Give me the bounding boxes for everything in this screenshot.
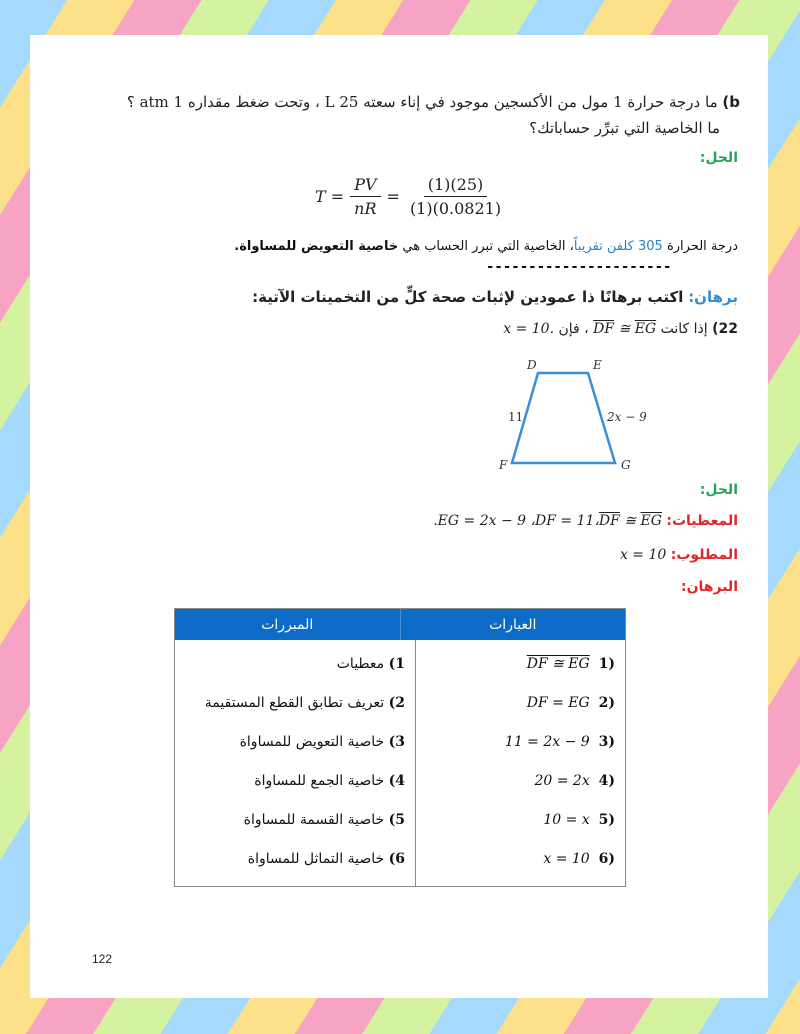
reasons-column bbox=[175, 640, 416, 886]
segment-df: $\overline{DF}$ bbox=[598, 513, 620, 529]
givens-line bbox=[433, 513, 738, 529]
segment-df: $\overline{DF}$ bbox=[593, 321, 615, 337]
reason-row bbox=[244, 812, 405, 828]
reason-row bbox=[254, 773, 405, 789]
answer-property: خاصية التعويض للمساواة. bbox=[234, 239, 399, 254]
statement-row bbox=[534, 773, 615, 789]
row-number: (2 bbox=[598, 695, 615, 711]
row-number: 5) bbox=[388, 812, 405, 828]
statement-row bbox=[527, 656, 615, 672]
proof-instruction-line bbox=[252, 288, 738, 306]
reason-text: تعريف تطابق القطع المستقيمة bbox=[204, 695, 385, 711]
statement-text: DF = EG bbox=[526, 695, 590, 711]
problem-number: 22) bbox=[712, 321, 738, 337]
row-number: (4 bbox=[598, 773, 615, 789]
statement-row bbox=[505, 734, 615, 750]
solution2-label: الحل: bbox=[699, 482, 738, 498]
trapezoid-figure bbox=[490, 355, 650, 480]
row-number: 1) bbox=[388, 656, 405, 672]
proof-instruction: اكتب برهانًا ذا عمودين لإثبات صحة كلٍّ من التخمينات الآتية: bbox=[252, 288, 684, 306]
row-number: (6 bbox=[598, 851, 615, 867]
row-number: (1 bbox=[598, 656, 615, 672]
statement-text: x = 10 bbox=[543, 851, 590, 867]
fraction-denominator: (1)(0.0821) bbox=[409, 199, 502, 218]
vertex-f: F bbox=[499, 458, 508, 472]
page-panel bbox=[30, 35, 768, 998]
row-number: 4) bbox=[388, 773, 405, 789]
row-number: 3) bbox=[388, 734, 405, 750]
side-right-label: 2x − 9 bbox=[607, 410, 647, 424]
required-line bbox=[620, 547, 738, 563]
question-b-text: ما درجة حرارة 1 مول من الأكسجين موجود في إناء سعته 25 L ، وتحت ضغط مقداره 1 atm ؟ bbox=[126, 93, 718, 111]
row-number: 6) bbox=[388, 851, 405, 867]
givens-congruence bbox=[599, 513, 662, 529]
trapezoid-shape bbox=[512, 373, 615, 463]
fraction-pv-nr bbox=[350, 175, 380, 218]
dashed-separator: ---------------------- bbox=[486, 259, 672, 275]
proof-table bbox=[174, 608, 626, 887]
reason-row bbox=[248, 851, 405, 867]
reason-text: خاصية التعويض للمساواة bbox=[239, 734, 385, 750]
vertex-g: G bbox=[621, 458, 631, 472]
statement-row bbox=[527, 695, 615, 711]
segment-eg: $\overline{EG}$ bbox=[640, 513, 662, 529]
givens-rest: ،EG = 2x − 9 ،DF = 11. bbox=[433, 513, 599, 529]
answer-line bbox=[234, 239, 738, 254]
segment-eg: $\overline{EG}$ bbox=[634, 321, 657, 337]
problem-conclusion: x = 10. bbox=[503, 321, 555, 337]
table-header bbox=[175, 609, 625, 640]
statement-text: 10 = x bbox=[543, 812, 590, 828]
fraction-numerator: PV bbox=[350, 175, 380, 197]
fraction-values bbox=[406, 175, 505, 218]
row-number: (5 bbox=[598, 812, 615, 828]
row-number: (3 bbox=[598, 734, 615, 750]
statement-text: DF ≅ EG bbox=[526, 656, 590, 672]
equation-lhs: T = bbox=[315, 187, 345, 206]
proof-label: البرهان: bbox=[681, 579, 738, 595]
row-number: 2) bbox=[388, 695, 405, 711]
congruent-symbol: ≅ bbox=[624, 513, 637, 529]
statement-row bbox=[543, 812, 615, 828]
question-b-line1 bbox=[127, 93, 740, 111]
statement-text: 11 = 2x − 9 bbox=[504, 734, 590, 750]
header-statements: العبارات bbox=[489, 616, 537, 633]
question-b-line2: ما الخاصية التي تبرِّر حساباتك؟ bbox=[529, 119, 720, 137]
equation-equals: = bbox=[386, 187, 400, 206]
page-number: 122 bbox=[92, 952, 113, 966]
side-left-label: 11 bbox=[508, 410, 524, 424]
answer-prefix: درجة الحرارة bbox=[666, 239, 738, 254]
reason-text: معطيات bbox=[336, 656, 385, 672]
table-body bbox=[175, 640, 625, 886]
reason-row bbox=[205, 695, 405, 711]
question-b-marker: b) bbox=[722, 93, 740, 111]
reason-text: خاصية القسمة للمساواة bbox=[243, 812, 385, 828]
problem-text-prefix: إذا كانت bbox=[660, 321, 708, 337]
congruent-symbol: ≅ bbox=[618, 321, 631, 337]
reason-row bbox=[337, 656, 405, 672]
problem-text-mid: ، فإن bbox=[558, 321, 589, 337]
problem-congruence bbox=[593, 321, 656, 337]
solution-label: الحل: bbox=[699, 150, 738, 166]
statements-column bbox=[416, 640, 625, 886]
header-reasons: المبررات bbox=[175, 609, 401, 640]
proof-section-label: برهان: bbox=[688, 288, 738, 306]
fraction-numerator: (1)(25) bbox=[424, 175, 488, 197]
required-label: المطلوب: bbox=[670, 547, 738, 563]
answer-value: 305 كلفن تقريباً bbox=[573, 239, 663, 254]
givens-label: المعطيات: bbox=[666, 513, 738, 529]
statement-text: 20 = 2x bbox=[534, 773, 590, 789]
vertex-e: E bbox=[593, 358, 602, 372]
reason-text: خاصية التماثل للمساواة bbox=[247, 851, 385, 867]
problem-22 bbox=[503, 321, 738, 337]
reason-text: خاصية الجمع للمساواة bbox=[254, 773, 385, 789]
equation bbox=[315, 175, 511, 218]
vertex-d: D bbox=[527, 358, 537, 372]
fraction-denominator: nR bbox=[354, 199, 377, 218]
answer-middle: ، الخاصية التي تبرر الحساب هي bbox=[402, 239, 574, 254]
required-value: x = 10 bbox=[619, 547, 667, 563]
reason-row bbox=[240, 734, 405, 750]
statement-row bbox=[543, 851, 615, 867]
